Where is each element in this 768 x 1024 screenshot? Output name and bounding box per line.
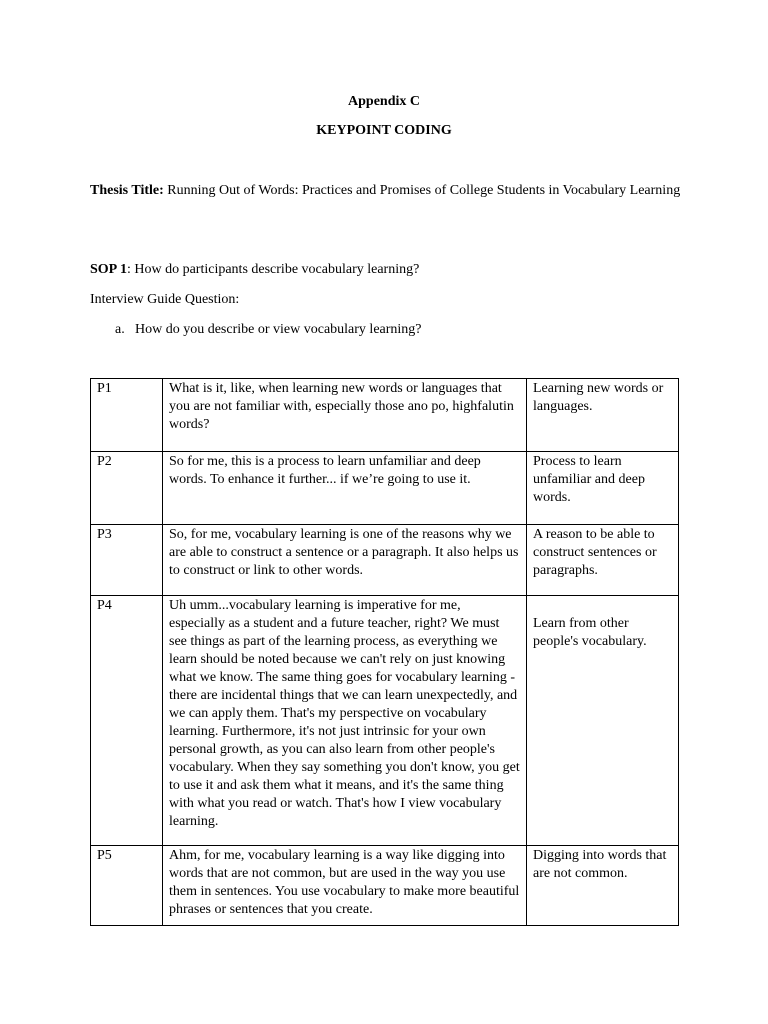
thesis-text: Running Out of Words: Practices and Promises of College Students in Vocabulary Learning — [163, 183, 681, 198]
code-cell: Learn from other people's vocabulary. — [527, 596, 679, 846]
code-cell: Learning new words or languages. — [527, 379, 679, 452]
response-cell: What is it, like, when learning new words or languages that you are not familiar with, especially those ano po, highfalutin words? — [163, 379, 527, 452]
question-letter: a. — [115, 322, 125, 337]
appendix-title: Appendix C — [348, 94, 420, 109]
participant-cell: P1 — [91, 379, 163, 452]
sop-text: : How do participants describe vocabulary learning? — [126, 262, 420, 277]
table-row — [91, 452, 679, 525]
response-cell: So for me, this is a process to learn unfamiliar and deep words. To enhance it further... if we’re going to use it. — [163, 452, 527, 525]
interview-guide-label: Interview Guide Question: — [90, 292, 240, 307]
sop-label: SOP 1 — [90, 262, 127, 277]
guide-question — [115, 320, 715, 340]
code-cell: Digging into words that are not common. — [527, 846, 679, 926]
code-cell: A reason to be able to construct sentences or paragraphs. — [527, 525, 679, 596]
question-text: How do you describe or view vocabulary learning? — [135, 322, 422, 337]
response-cell: Uh umm...vocabulary learning is imperative for me, especially as a student and a future teacher, right? We must see things as part of the learning process, as everything we learn should be noted because we can't rely on just knowing what we know. The same thing goes for vocabulary learning - there are incidental things that we can learn unexpectedly, and we can apply them. That's my perspective on vocabulary learning. Furthermore, it's not just intrinsic for your own personal growth, as you can also learn from other people's vocabulary. When they say something you don't know, you get to use it and ask them what it means, and it's the same thing with what you read or watch. That's how I view vocabulary learning. — [163, 596, 527, 846]
thesis-label: Thesis Title: — [90, 183, 164, 198]
response-cell: So, for me, vocabulary learning is one of the reasons why we are able to construct a sentence or a paragraph. It also helps us to construct or link to other words. — [163, 525, 527, 596]
response-cell: Ahm, for me, vocabulary learning is a way like digging into words that are not common, but are used in the way you use them in sentences. You use vocabulary to make more beautiful phrases or sentences that you create. — [163, 846, 527, 926]
table-row — [91, 596, 679, 846]
participant-cell: P3 — [91, 525, 163, 596]
participant-cell: P2 — [91, 452, 163, 525]
table-row — [91, 379, 679, 452]
code-cell: Process to learn unfamiliar and deep words. — [527, 452, 679, 525]
table-row — [91, 525, 679, 596]
thesis-title — [90, 181, 690, 201]
keypoint-coding-table — [90, 378, 679, 926]
table-row — [91, 846, 679, 926]
participant-cell: P5 — [91, 846, 163, 926]
page-heading: KEYPOINT CODING — [316, 123, 452, 138]
participant-cell: P4 — [91, 596, 163, 846]
sop-statement — [90, 260, 690, 280]
